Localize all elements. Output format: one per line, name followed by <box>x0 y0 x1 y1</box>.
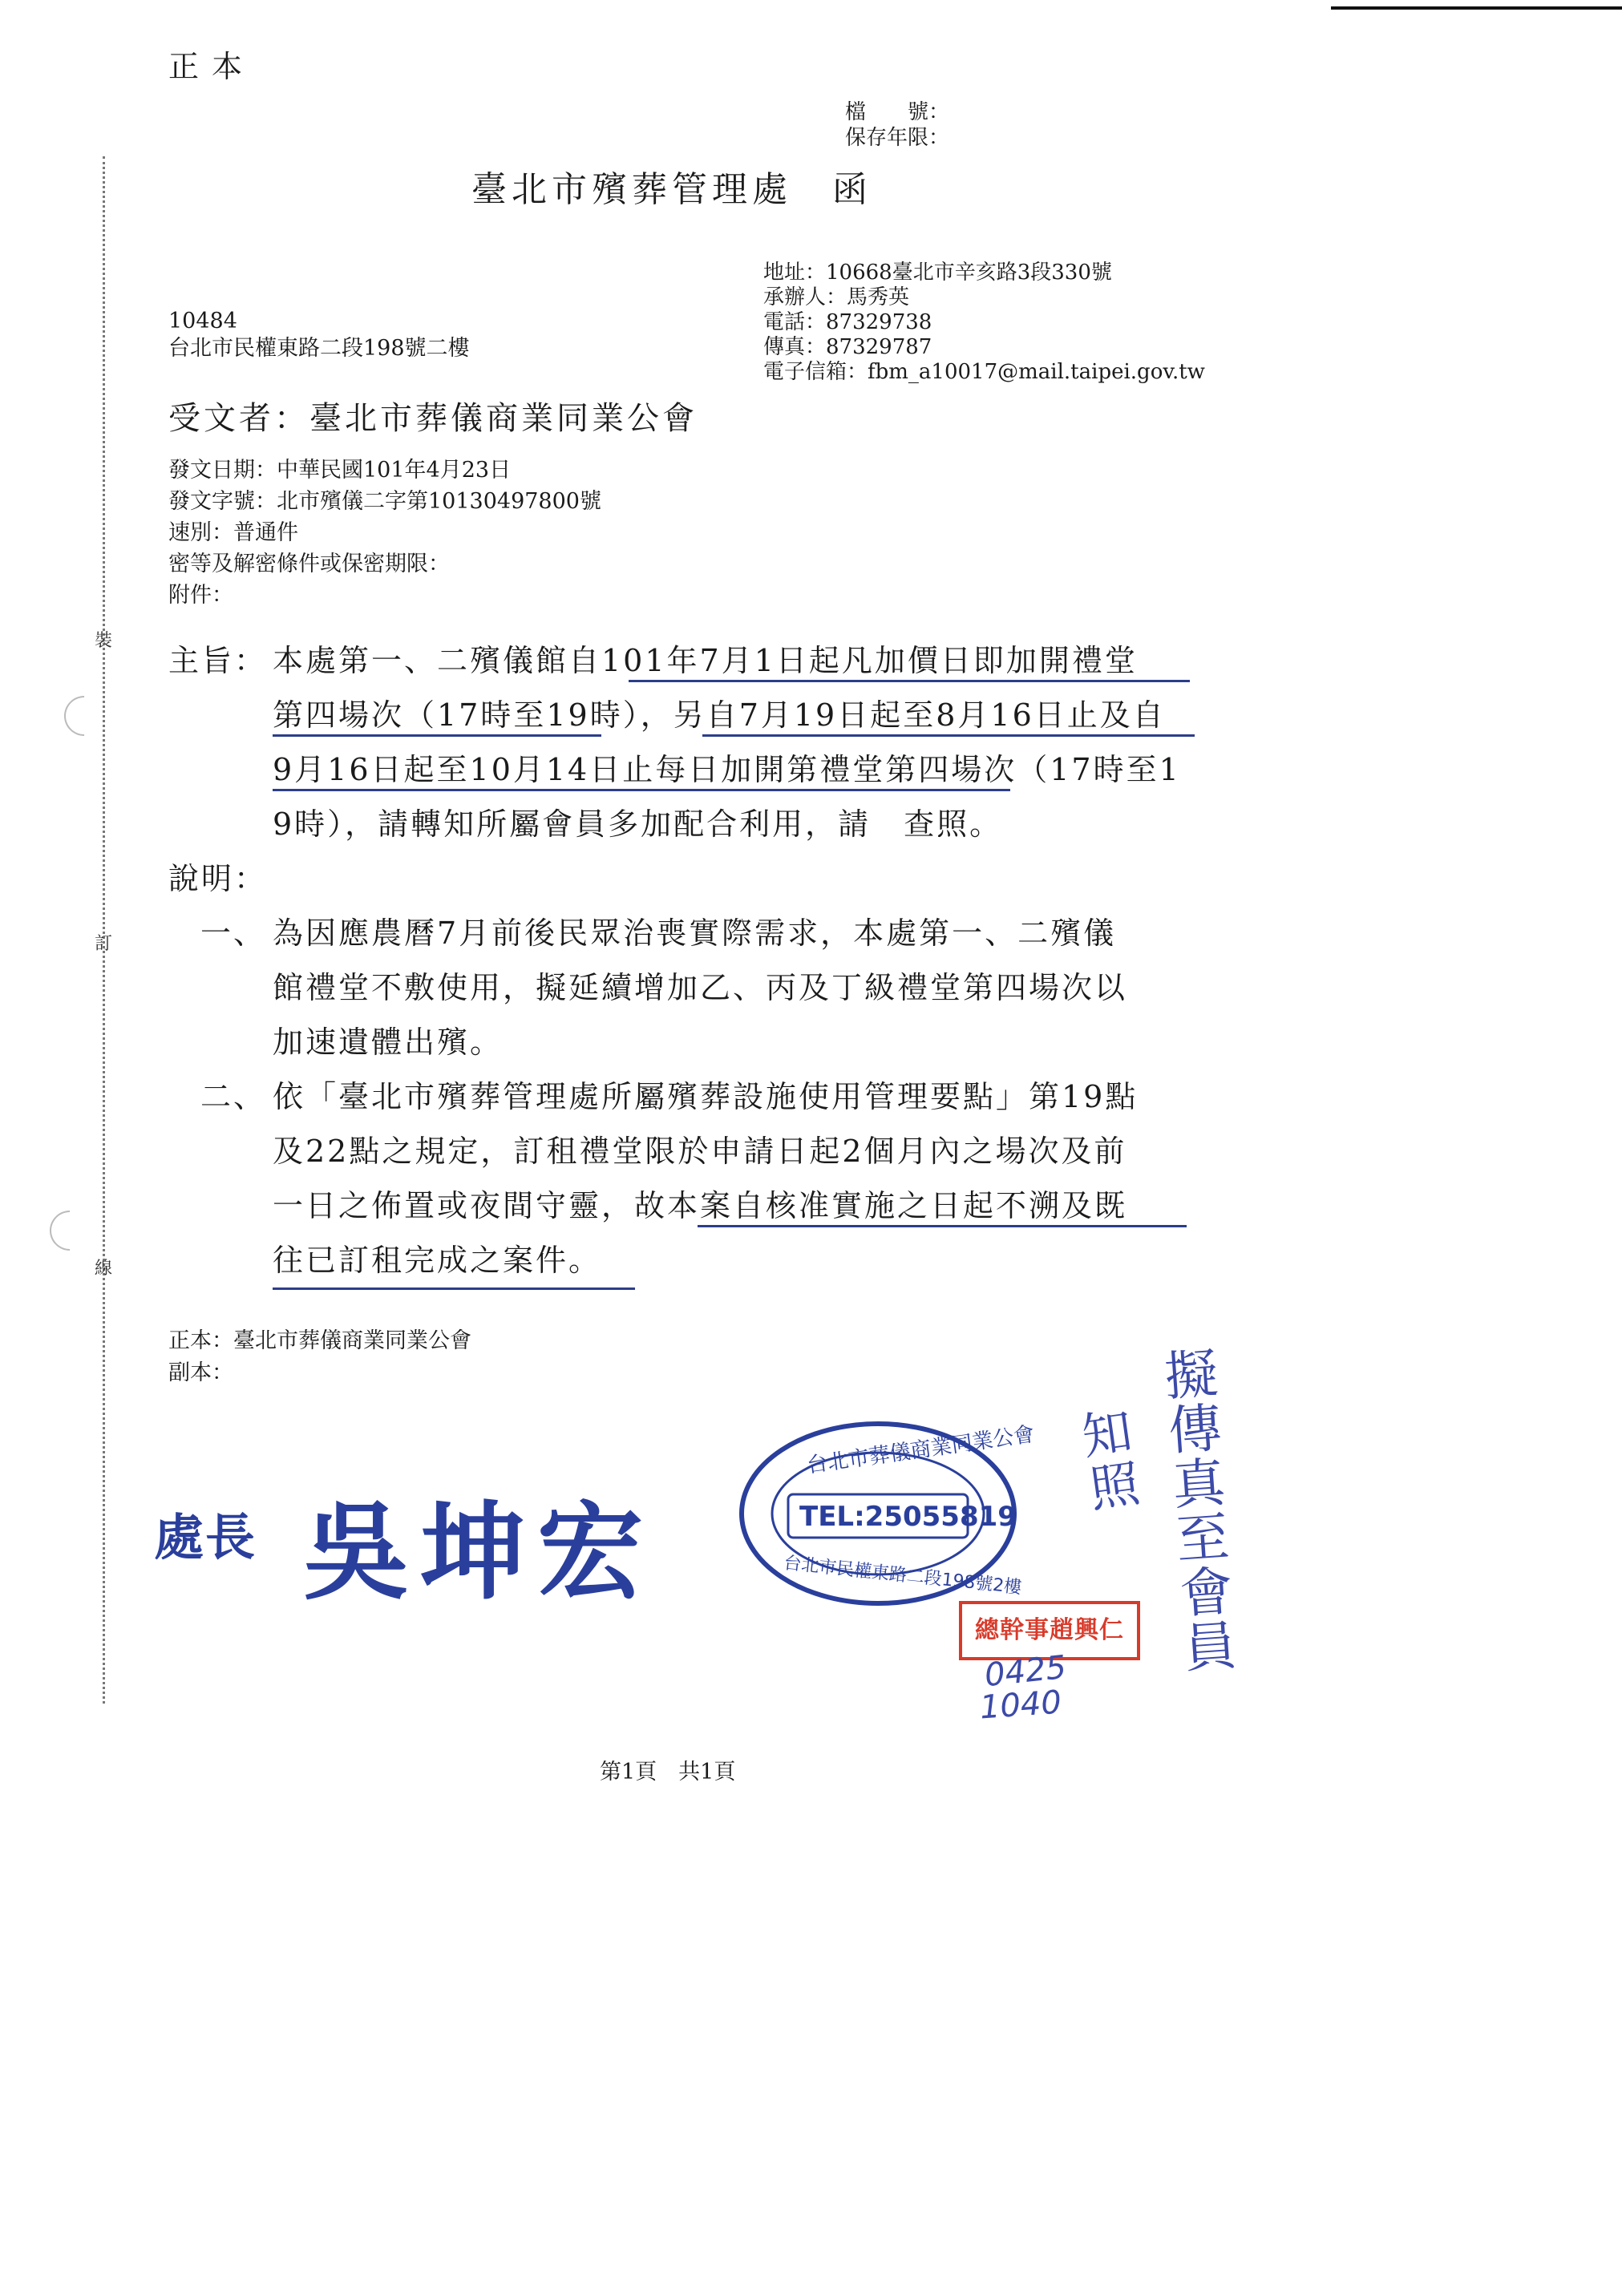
association-seal <box>734 1417 1037 1610</box>
item-2-underline <box>273 1287 635 1290</box>
item-1-line-3: 加速遺體出殯。 <box>273 1025 504 1060</box>
subject-underline <box>273 734 601 737</box>
delivery-speed: 速別：普通件 <box>168 520 298 545</box>
subject-underline <box>273 789 1010 791</box>
page-number: 第1頁 共1頁 <box>600 1760 736 1785</box>
item-2-underline <box>698 1225 1187 1227</box>
secrecy-level: 密等及解密條件或保密期限： <box>168 552 450 576</box>
recipient-address: 台北市民權東路二段198號二樓 <box>168 336 470 361</box>
subject-underline <box>629 680 1190 682</box>
issue-date: 發文日期：中華民國101年4月23日 <box>168 458 512 483</box>
document-number: 發文字號：北市殯儀二字第10130497800號 <box>168 489 601 514</box>
sender-address: 地址：10668臺北市辛亥路3段330號 <box>763 261 1112 285</box>
seal-phone: TEL:25055819 <box>799 1501 1017 1533</box>
sender-fax: 傳真：87329787 <box>763 335 932 359</box>
handwritten-note-acknowledge: 知照 <box>1070 1404 1143 1518</box>
subject-line-2: 第四場次（17時至19時），另自7月19日起至8月16日止及自 <box>273 697 1166 733</box>
received-stamp: 總幹事趙興仁 <box>959 1601 1140 1660</box>
item-2-line-3: 一日之佈置或夜間守靈，故本案自核准實施之日起不溯及既 <box>273 1188 1128 1223</box>
item-2-marker: 二、 <box>200 1079 267 1114</box>
punch-hole-mark <box>42 1203 99 1259</box>
attachment-line: 附件： <box>168 583 233 608</box>
recipient-line: 受文者：臺北市葬儀商業同業公會 <box>168 400 698 437</box>
original-recipient: 正本：臺北市葬儀商業同業公會 <box>168 1328 471 1353</box>
item-1-line-2: 館禮堂不敷使用，擬延續增加乙、丙及丁級禮堂第四場次以 <box>273 970 1128 1005</box>
signatory-title: 處長 <box>154 1508 257 1566</box>
fold-mark-ding: 訂 <box>95 934 113 954</box>
signatory-name: 吳坤宏 <box>303 1491 654 1615</box>
handwritten-time: 1040 <box>978 1684 1063 1727</box>
item-1-line-1: 為因應農曆7月前後民眾治喪實際需求，本處第一、二殯儀 <box>273 916 1117 951</box>
copy-recipient: 副本： <box>168 1360 233 1385</box>
subject-underline <box>702 734 1195 737</box>
subject-line-4: 9時），請轉知所屬會員多加配合利用，請 查照。 <box>273 806 1003 842</box>
seal-text-top: 台北市葬儀商業同業公會 <box>805 1422 1037 1478</box>
scan-edge-rule <box>1331 6 1622 10</box>
item-2-line-4: 往已訂租完成之案件。 <box>273 1243 602 1278</box>
fold-mark-zhuang: 裝 <box>95 631 113 651</box>
subject-line-1: 本處第一、二殯儀館自101年7月1日起凡加價日即加開禮堂 <box>273 643 1138 678</box>
sender-handler: 承辦人：馬秀英 <box>763 285 910 309</box>
sender-phone: 電話：87329738 <box>763 310 932 334</box>
retention-period-label: 保存年限： <box>845 126 950 150</box>
file-number-label: 檔 號： <box>845 100 950 124</box>
explanation-label: 說明： <box>168 861 268 896</box>
recipient-postcode: 10484 <box>168 309 237 333</box>
item-2-line-1: 依「臺北市殯葬管理處所屬殯葬設施使用管理要點」第19點 <box>273 1079 1139 1114</box>
handwritten-note-instruction: 擬傳真至會員 <box>1153 1344 1239 1676</box>
item-2-line-2: 及22點之規定，訂租禮堂限於申請日起2個月內之場次及前 <box>273 1134 1127 1169</box>
agency-title: 臺北市殯葬管理處 函 <box>471 169 872 210</box>
handwritten-date: 0425 <box>982 1648 1068 1695</box>
sender-email: 電子信箱：fbm_a10017@mail.taipei.gov.tw <box>763 360 1205 384</box>
copy-type-label: 正本 <box>168 49 256 84</box>
fold-mark-xian: 線 <box>95 1259 113 1279</box>
seal-text-bottom: 台北市民權東路二段198號2樓 <box>783 1553 1023 1599</box>
subject-line-3: 9月16日起至10月14日止每日加開第禮堂第四場次（17時至1 <box>273 752 1181 787</box>
subject-label: 主旨： <box>168 643 268 678</box>
item-1-marker: 一、 <box>200 916 267 951</box>
